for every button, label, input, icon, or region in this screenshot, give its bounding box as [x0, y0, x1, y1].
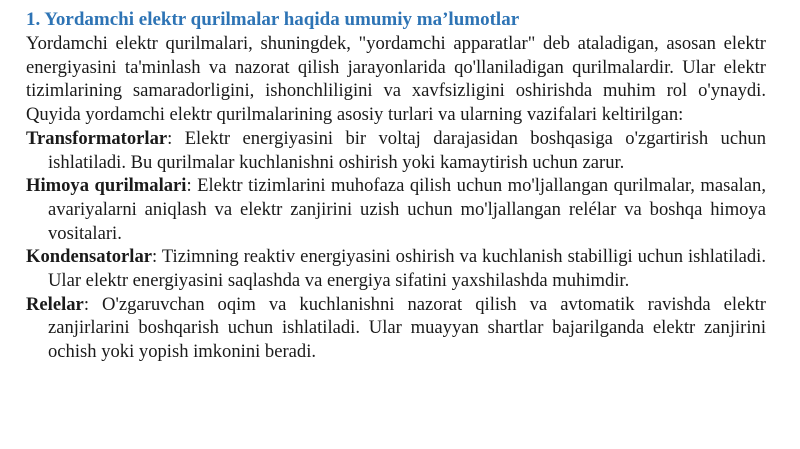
list-item-kondensatorlar — [26, 245, 766, 292]
definition-relelar: : O'zgaruvchan oqim va kuchlanishni nazorat qilish va avtomatik ravishda elektr zanjirlarini boshqarish uchun ishlatiladi. Ular muayyan shartlar bajarilganda elektr zanjirini ochish yoki yopish imkonini beradi. — [48, 293, 766, 363]
list-item-transformatorlar — [26, 127, 766, 174]
definition-kondensatorlar: : Tizimning reaktiv energiyasini oshirish va kuchlanish stabilligi uchun ishlatiladi. Ular elektr energiyasini saqlashda va energiya sifatini yaxshilashda muhimdir. — [48, 246, 766, 292]
list-item-relelar — [26, 293, 766, 364]
definition-transformatorlar: : Elektr energiyasini bir voltaj darajasidan boshqasiga o'zgartirish uchun ishlatiladi. Bu qurilmalar kuchlanishni oshirish yoki kamaytirish uchun zarur. — [48, 127, 766, 173]
term-transformatorlar: Transformatorlar — [26, 127, 168, 149]
list-item-himoya-qurilmalari — [26, 174, 766, 245]
term-kondensatorlar: Kondensatorlar — [26, 246, 153, 268]
intro-paragraph: Yordamchi elektr qurilmalari, shuningdek, "yordamchi apparatlar" deb ataladigan, asosan elektr energiyasini ta'minlash va nazorat qilish jarayonlarida qo'llaniladigan qurilmalardir. Ular elektr tizimlarining samaradorligini, ishonchliligini va xavfsizligini oshirishda muhim rol o'ynaydi. Quyida yordamchi elektr qurilmalarining asosiy turlari va ularning vazifalari keltirilgan: — [26, 33, 766, 126]
document-page — [26, 8, 766, 364]
definition-himoya-qurilmalari: : Elektr tizimlarini muhofaza qilish uchun mo'ljallangan qurilmalar, masalan, avariyalarni aniqlash va elektr zanjirini uzish uchun mo'ljallangan relélar va boshqa himoya vositalari. — [48, 175, 766, 244]
term-himoya-qurilmalari: Himoya qurilmalari — [26, 175, 187, 197]
section-heading: 1. Yordamchi elektr qurilmalar haqida umumiy ma’lumotlar — [26, 9, 520, 30]
term-relelar: Relelar — [26, 293, 84, 315]
